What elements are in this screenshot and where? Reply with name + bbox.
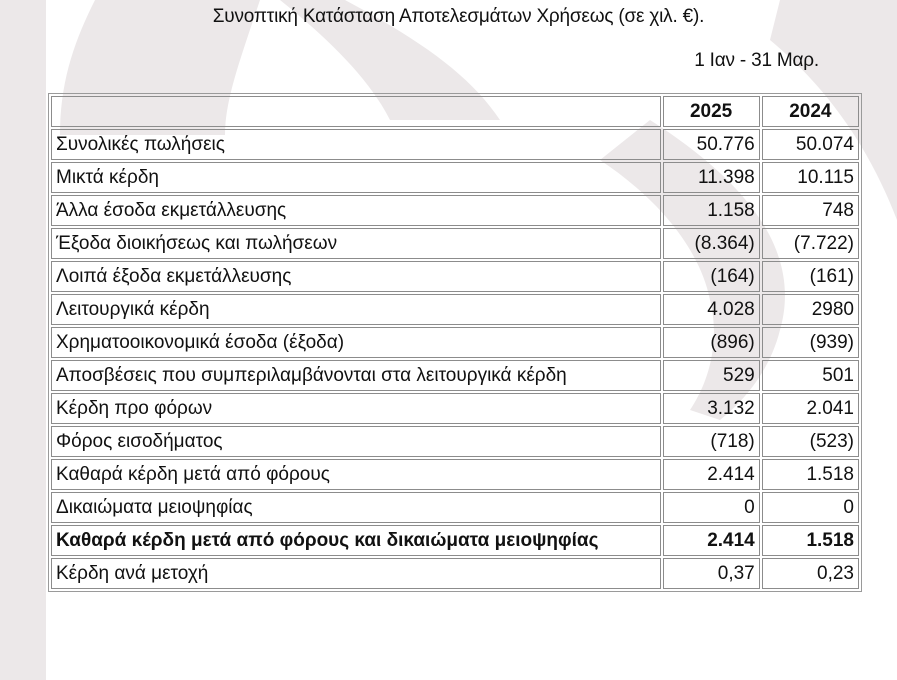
value-2025: 4.028 — [663, 294, 760, 325]
row-label: Αποσβέσεις που συμπεριλαμβάνονται στα λειτουργικά κέρδη — [51, 360, 661, 391]
value-2024: 0,23 — [762, 558, 859, 589]
table-row — [51, 195, 859, 226]
table-row — [51, 459, 859, 490]
table-row — [51, 426, 859, 457]
value-2024: (939) — [762, 327, 859, 358]
header-2025: 2025 — [663, 96, 760, 127]
period-label: 1 Ιαν - 31 Μαρ. — [694, 50, 819, 71]
table-row — [51, 162, 859, 193]
value-2024: 2980 — [762, 294, 859, 325]
header-label-cell — [51, 96, 661, 127]
row-label: Λειτουργικά κέρδη — [51, 294, 661, 325]
header-2024: 2024 — [762, 96, 859, 127]
value-2025: 2.414 — [663, 525, 760, 556]
income-statement-table — [48, 93, 862, 592]
row-label: Έξοδα διοικήσεως και πωλήσεων — [51, 228, 661, 259]
report-title: Συνοπτική Κατάσταση Αποτελεσμάτων Χρήσεως (σε χιλ. €). — [212, 6, 705, 27]
table-row-total — [51, 525, 859, 556]
table-row — [51, 261, 859, 292]
row-label: Χρηματοοικονομικά έσοδα (έξοδα) — [51, 327, 661, 358]
row-label: Καθαρά κέρδη μετά από φόρους — [51, 459, 661, 490]
value-2025: 11.398 — [663, 162, 760, 193]
row-label: Φόρος εισοδήματος — [51, 426, 661, 457]
table-row — [51, 360, 859, 391]
table-row — [51, 558, 859, 589]
table-row — [51, 294, 859, 325]
value-2025: (164) — [663, 261, 760, 292]
table-row — [51, 327, 859, 358]
value-2025: 0,37 — [663, 558, 760, 589]
value-2024: (523) — [762, 426, 859, 457]
value-2025: 50.776 — [663, 129, 760, 160]
value-2025: 2.414 — [663, 459, 760, 490]
value-2025: 529 — [663, 360, 760, 391]
value-2024: 748 — [762, 195, 859, 226]
row-label: Κέρδη προ φόρων — [51, 393, 661, 424]
table-row — [51, 228, 859, 259]
value-2024: (161) — [762, 261, 859, 292]
value-2025: (8.364) — [663, 228, 760, 259]
value-2024: 1.518 — [762, 525, 859, 556]
row-label: Λοιπά έξοδα εκμετάλλευσης — [51, 261, 661, 292]
row-label: Συνολικές πωλήσεις — [51, 129, 661, 160]
row-label: Άλλα έσοδα εκμετάλλευσης — [51, 195, 661, 226]
row-label: Καθαρά κέρδη μετά από φόρους και δικαιώματα μειοψηφίας — [51, 525, 661, 556]
table-row — [51, 129, 859, 160]
value-2025: (896) — [663, 327, 760, 358]
table-row — [51, 492, 859, 523]
value-2025: 3.132 — [663, 393, 760, 424]
value-2024: (7.722) — [762, 228, 859, 259]
table-row — [51, 393, 859, 424]
row-label: Κέρδη ανά μετοχή — [51, 558, 661, 589]
value-2024: 50.074 — [762, 129, 859, 160]
value-2024: 1.518 — [762, 459, 859, 490]
header-row — [51, 96, 859, 127]
value-2024: 0 — [762, 492, 859, 523]
value-2025: (718) — [663, 426, 760, 457]
value-2024: 10.115 — [762, 162, 859, 193]
row-label: Μικτά κέρδη — [51, 162, 661, 193]
value-2024: 2.041 — [762, 393, 859, 424]
value-2024: 501 — [762, 360, 859, 391]
row-label: Δικαιώματα μειοψηφίας — [51, 492, 661, 523]
value-2025: 0 — [663, 492, 760, 523]
value-2025: 1.158 — [663, 195, 760, 226]
